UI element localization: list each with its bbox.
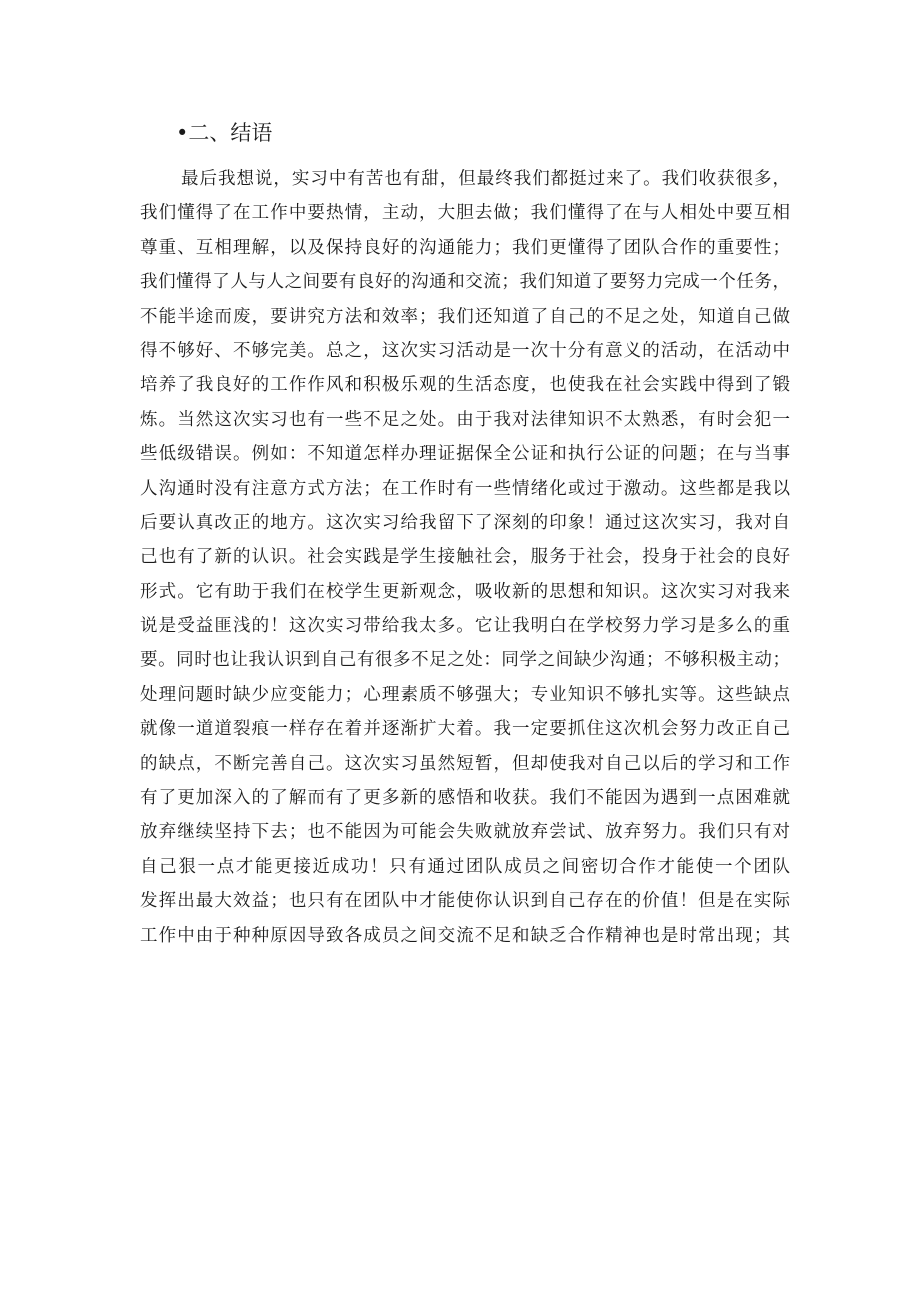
paragraph-line: 得不够好、不够完美。总之，这次实习活动是一次十分有意义的活动，在活动中 [140, 340, 790, 361]
paragraph-line: 放弃继续坚持下去；也不能因为可能会失败就放弃尝试、放弃努力。我们只有对 [140, 822, 790, 843]
paragraph-line: 自己狠一点才能更接近成功！只有通过团队成员之间密切合作才能使一个团队 [140, 856, 790, 877]
paragraph-line: 的缺点，不断完善自己。这次实习虽然短暂，但却使我对自己以后的学习和工作 [140, 753, 790, 774]
paragraph-line: 培养了我良好的工作作风和积极乐观的生活态度，也使我在社会实践中得到了锻 [140, 375, 790, 396]
paragraph-line: 说是受益匪浅的！这次实习带给我太多。它让我明白在学校努力学习是多么的重 [140, 616, 790, 637]
paragraph-line: 尊重、互相理解，以及保持良好的沟通能力；我们更懂得了团队合作的重要性； [140, 237, 790, 258]
paragraph-line: 处理问题时缺少应变能力；心理素质不够强大；专业知识不够扎实等。这些缺点 [140, 684, 790, 705]
paragraph-line: 工作中由于种种原因导致各成员之间交流不足和缺乏合作精神也是时常出现；其 [140, 925, 790, 946]
paragraph-line: 我们懂得了人与人之间要有良好的沟通和交流；我们知道了要努力完成一个任务， [140, 272, 790, 293]
section-heading: •二、结语 [176, 121, 273, 145]
paragraph-line: 人沟通时没有注意方式方法；在工作时有一些情绪化或过于激动。这些都是我以 [140, 478, 790, 499]
paragraph-line: 不能半途而废，要讲究方法和效率；我们还知道了自己的不足之处，知道自己做 [140, 306, 790, 327]
paragraph-line: 后要认真改正的地方。这次实习给我留下了深刻的印象！通过这次实习，我对自 [140, 512, 790, 533]
paragraph-line: 发挥出最大效益；也只有在团队中才能使你认识到自己存在的价值！但是在实际 [140, 891, 790, 912]
paragraph-line: 我们懂得了在工作中要热情，主动，大胆去做；我们懂得了在与人相处中要互相 [140, 203, 790, 224]
paragraph-line: 炼。当然这次实习也有一些不足之处。由于我对法律知识不太熟悉，有时会犯一 [140, 409, 790, 430]
paragraph-line: 就像一道道裂痕一样存在着并逐渐扩大着。我一定要抓住这次机会努力改正自己 [140, 719, 790, 740]
paragraph-line: 要。同时也让我认识到自己有很多不足之处：同学之间缺少沟通；不够积极主动； [140, 650, 790, 671]
paragraph-line: 些低级错误。例如：不知道怎样办理证据保全公证和执行公证的问题；在与当事 [140, 444, 790, 465]
paragraph-line: 最后我想说，实习中有苦也有甜，但最终我们都挺过来了。我们收获很多， [181, 169, 790, 189]
paragraph-line: 有了更加深入的了解而有了更多新的感悟和收获。我们不能因为遇到一点困难就 [140, 788, 790, 809]
paragraph-line: 形式。它有助于我们在校学生更新观念，吸收新的思想和知识。这次实习对我来 [140, 581, 790, 602]
body-paragraph [140, 162, 790, 953]
paragraph-line: 己也有了新的认识。社会实践是学生接触社会，服务于社会，投身于社会的良好 [140, 547, 790, 568]
